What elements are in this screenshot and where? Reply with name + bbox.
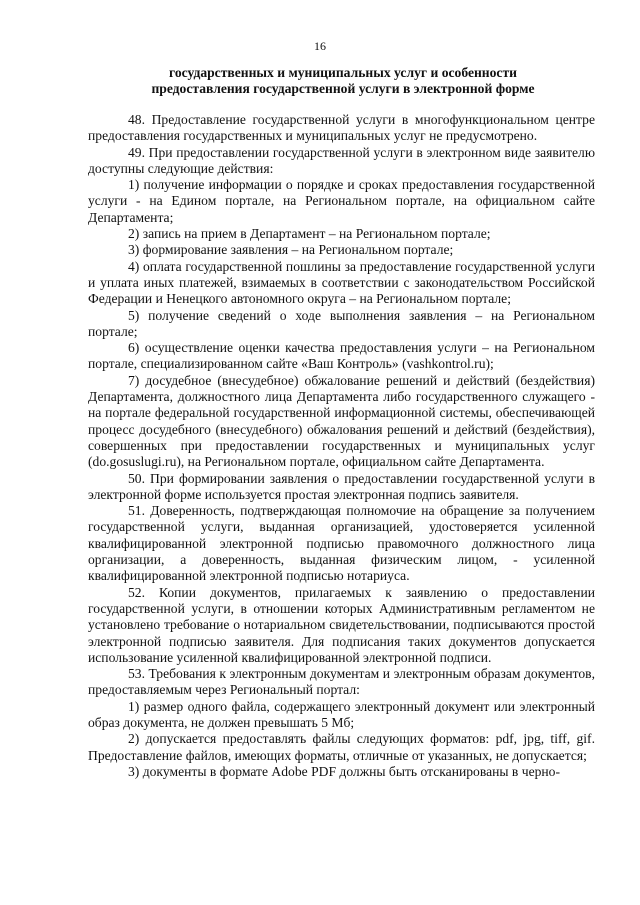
section-heading <box>88 65 598 97</box>
list-item-53-3: 3) документы в формате Adobe PDF должны быть отсканированы в черно- <box>128 763 560 779</box>
paragraph-49: 49. При предоставлении государственной услуги в электронном виде заявителю доступны следующие действия: <box>88 144 595 176</box>
section-heading-line-1: государственных и муниципальных услуг и особенности <box>169 65 517 80</box>
list-item-49-1: 1) получение информации о порядке и сроках предоставления государственной услуги - на Едином портале, на Региональном портале, на официальном сайте Департамента; <box>88 177 595 225</box>
list-item-53-2: 2) допускается предоставлять файлы следующих форматов: pdf, jpg, tiff, gif. Предоставление файлов, имеющих форматы, отличные от указанных, не допускается; <box>88 731 595 763</box>
list-item-53-1: 1) размер одного файла, содержащего электронный документ или электронный образ документа, не должен превышать 5 Мб; <box>88 698 595 730</box>
paragraph-48: 48. Предоставление государственной услуги в многофункциональном центре предоставления государственных и муниципальных услуг не предусмотрено. <box>88 112 595 144</box>
paragraph-53: 53. Требования к электронным документам и электронным образам документов, предоставляемым через Региональный портал: <box>88 666 595 698</box>
list-item-49-3: 3) формирование заявления – на Региональном портале; <box>128 242 454 258</box>
document-body <box>88 112 595 780</box>
list-item-49-2: 2) запись на прием в Департамент – на Региональном портале; <box>128 226 491 242</box>
list-item-49-5: 5) получение сведений о ходе выполнения заявления – на Региональном портале; <box>88 307 595 339</box>
paragraph-52: 52. Копии документов, прилагаемых к заявлению о предоставлении государственной услуги, в отношении которых Административным регламентом не установлено требование о нотариальном свидетельствовании, подписываются простой электронной подписью заявителя. Для подписания таких документов допускается использование усиленной квалифицированной электронной подписи. <box>88 584 595 665</box>
paragraph-51: 51. Доверенность, подтверждающая полномочие на обращение за получением государственной услуги, выданная организацией, удостоверяется усиленной квалифицированной электронной подписью правомочного должностного лица организации, а доверенность, выданная физическим лицом, - усиленной квалифицированной электронной подписью нотариуса. <box>88 503 595 584</box>
section-heading-line-2: предоставления государственной услуги в электронной форме <box>151 81 535 96</box>
list-item-49-7: 7) досудебное (внесудебное) обжалование решений и действий (бездействия) Департамента, должностного лица Департамента либо государственного служащего - на портале федеральной государственной информационной системы, обеспечивающей процесс досудебного (внесудебного) обжалования решений и действий (бездействия), совершенных при предоставлении государственных и муниципальных услуг (do.gosuslugi.ru), на Региональном портале, официальном сайте Департамента. <box>88 372 595 470</box>
page-number: 16 <box>314 39 326 53</box>
list-item-49-6: 6) осуществление оценки качества предоставления услуги – на Региональном портале, специализированном сайте «Ваш Контроль» (vashkontrol.ru); <box>88 340 595 372</box>
list-item-49-4: 4) оплата государственной пошлины за предоставление государственной услуги и уплата иных платежей, взимаемых в соответствии с законодательством Российской Федерации и Ненецкого автономного округа – на Региональном портале; <box>88 258 595 307</box>
paragraph-50: 50. При формировании заявления о предоставлении государственной услуги в электронной форме используется простая электронная подпись заявителя. <box>88 470 595 502</box>
